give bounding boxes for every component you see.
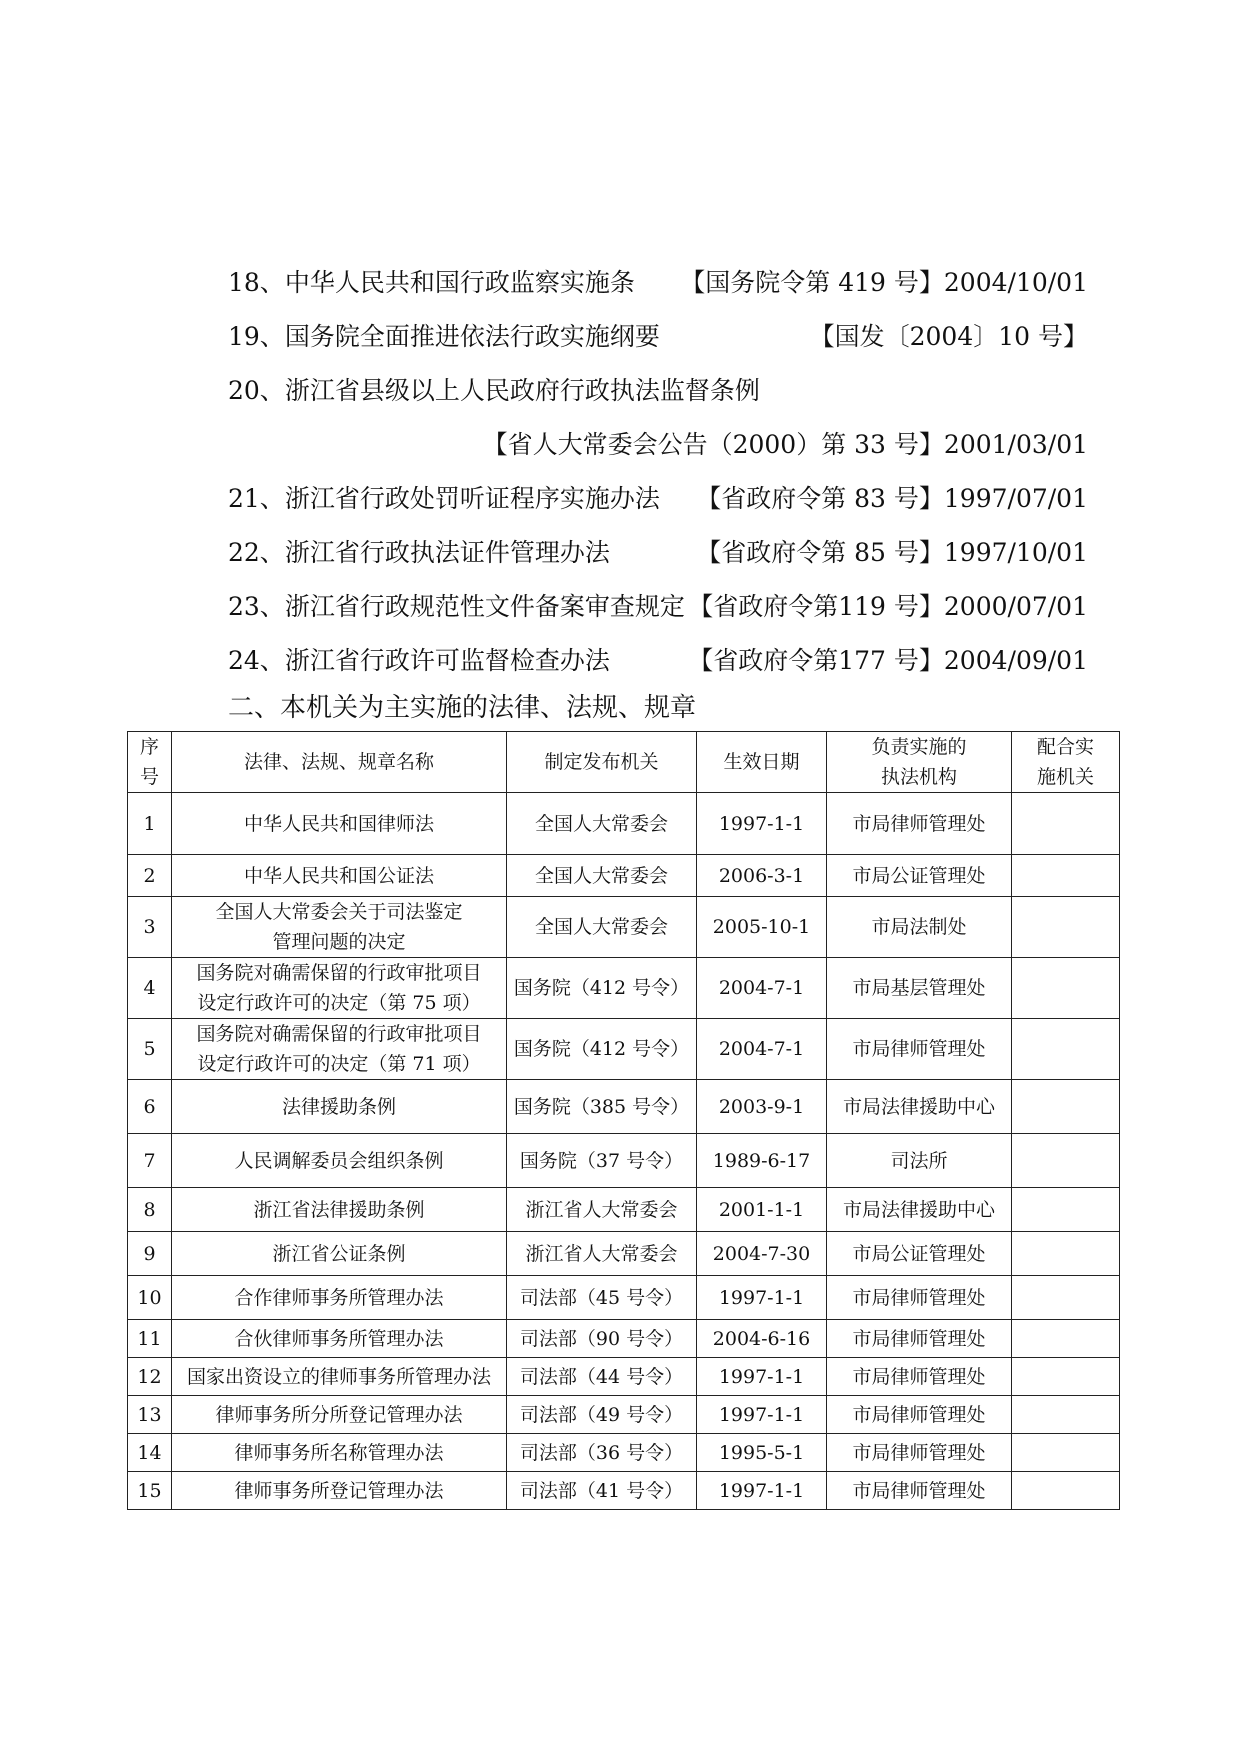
cell-org: 浙江省人大常委会 — [507, 1232, 697, 1276]
cell-date: 2004-7-30 — [697, 1232, 827, 1276]
cell-date: 1997-1-1 — [697, 1276, 827, 1320]
law-item-title: 24、浙江省行政许可监督检查办法 — [228, 646, 610, 675]
cell-coop — [1012, 958, 1120, 1019]
cell-seq: 3 — [128, 897, 172, 958]
cell-date: 2005-10-1 — [697, 897, 827, 958]
cell-org: 国务院（412 号令） — [507, 958, 697, 1019]
cell-seq: 9 — [128, 1232, 172, 1276]
law-item — [228, 634, 1088, 688]
cell-dept: 市局公证管理处 — [827, 855, 1012, 897]
law-item-ref: 【省人大常委会公告（2000）第 33 号】2001/03/01 — [482, 430, 1088, 459]
table-row — [128, 1320, 1120, 1358]
cell-name: 中华人民共和国公证法 — [172, 855, 507, 897]
cell-date: 1997-1-1 — [697, 1358, 827, 1396]
cell-dept: 市局律师管理处 — [827, 793, 1012, 855]
table-row — [128, 1358, 1120, 1396]
cell-name: 法律援助条例 — [172, 1080, 507, 1134]
cell-dept: 司法所 — [827, 1134, 1012, 1188]
law-item-title: 19、国务院全面推进依法行政实施纲要 — [228, 322, 660, 351]
cell-org: 全国人大常委会 — [507, 793, 697, 855]
cell-coop — [1012, 1232, 1120, 1276]
law-item-title: 21、浙江省行政处罚听证程序实施办法 — [228, 484, 660, 513]
cell-seq: 6 — [128, 1080, 172, 1134]
cell-org: 国务院（412 号令） — [507, 1019, 697, 1080]
cell-dept: 市局法律援助中心 — [827, 1188, 1012, 1232]
law-item-ref: 【国务院令第 419 号】2004/10/01 — [680, 268, 1088, 297]
law-item — [228, 580, 1088, 634]
cell-org: 司法部（41 号令） — [507, 1472, 697, 1510]
cell-name: 国务院对确需保留的行政审批项目 设定行政许可的决定（第 71 项） — [172, 1019, 507, 1080]
table-header-row — [128, 732, 1120, 793]
law-item-title: 20、浙江省县级以上人民政府行政执法监督条例 — [228, 376, 760, 405]
cell-org: 司法部（90 号令） — [507, 1320, 697, 1358]
cell-dept: 市局法律援助中心 — [827, 1080, 1012, 1134]
law-item-ref: 【省政府令第177 号】2004/09/01 — [688, 646, 1088, 675]
cell-seq: 13 — [128, 1396, 172, 1434]
law-item-continuation — [228, 418, 1088, 472]
table-row — [128, 1472, 1120, 1510]
cell-dept: 市局律师管理处 — [827, 1019, 1012, 1080]
cell-date: 2004-7-1 — [697, 1019, 827, 1080]
cell-dept: 市局基层管理处 — [827, 958, 1012, 1019]
cell-seq: 15 — [128, 1472, 172, 1510]
cell-date: 2003-9-1 — [697, 1080, 827, 1134]
cell-seq: 2 — [128, 855, 172, 897]
cell-org: 国务院（385 号令） — [507, 1080, 697, 1134]
law-item — [228, 526, 1088, 580]
cell-coop — [1012, 1320, 1120, 1358]
cell-org: 司法部（36 号令） — [507, 1434, 697, 1472]
cell-coop — [1012, 1472, 1120, 1510]
cell-coop — [1012, 793, 1120, 855]
table-row — [128, 1080, 1120, 1134]
table-row — [128, 793, 1120, 855]
cell-org: 司法部（49 号令） — [507, 1396, 697, 1434]
law-item-ref: 【省政府令第119 号】2000/07/01 — [688, 592, 1088, 621]
cell-dept: 市局律师管理处 — [827, 1320, 1012, 1358]
header-dept: 负责实施的 执法机构 — [827, 732, 1012, 793]
cell-name: 全国人大常委会关于司法鉴定 管理问题的决定 — [172, 897, 507, 958]
table-row — [128, 1134, 1120, 1188]
table-row — [128, 1232, 1120, 1276]
header-name: 法律、法规、规章名称 — [172, 732, 507, 793]
law-item-title: 23、浙江省行政规范性文件备案审查规定 — [228, 592, 685, 621]
cell-coop — [1012, 1134, 1120, 1188]
header-seq: 序 号 — [128, 732, 172, 793]
cell-coop — [1012, 1188, 1120, 1232]
cell-seq: 5 — [128, 1019, 172, 1080]
cell-coop — [1012, 855, 1120, 897]
cell-org: 国务院（37 号令） — [507, 1134, 697, 1188]
cell-name: 合作律师事务所管理办法 — [172, 1276, 507, 1320]
cell-org: 司法部（45 号令） — [507, 1276, 697, 1320]
cell-name: 浙江省公证条例 — [172, 1232, 507, 1276]
cell-dept: 市局律师管理处 — [827, 1358, 1012, 1396]
table-row — [128, 1276, 1120, 1320]
cell-seq: 7 — [128, 1134, 172, 1188]
cell-date: 1995-5-1 — [697, 1434, 827, 1472]
table-row — [128, 958, 1120, 1019]
cell-date: 2004-7-1 — [697, 958, 827, 1019]
cell-dept: 市局律师管理处 — [827, 1396, 1012, 1434]
cell-org: 全国人大常委会 — [507, 855, 697, 897]
cell-coop — [1012, 1019, 1120, 1080]
cell-seq: 10 — [128, 1276, 172, 1320]
cell-org: 浙江省人大常委会 — [507, 1188, 697, 1232]
cell-dept: 市局律师管理处 — [827, 1276, 1012, 1320]
table-row — [128, 1019, 1120, 1080]
table-row — [128, 1188, 1120, 1232]
cell-seq: 4 — [128, 958, 172, 1019]
cell-name: 浙江省法律援助条例 — [172, 1188, 507, 1232]
cell-seq: 11 — [128, 1320, 172, 1358]
cell-date: 2001-1-1 — [697, 1188, 827, 1232]
cell-name: 合伙律师事务所管理办法 — [172, 1320, 507, 1358]
cell-dept: 市局律师管理处 — [827, 1472, 1012, 1510]
law-item-title: 18、中华人民共和国行政监察实施条 — [228, 268, 635, 297]
header-coop: 配合实 施机关 — [1012, 732, 1120, 793]
cell-seq: 12 — [128, 1358, 172, 1396]
header-org: 制定发布机关 — [507, 732, 697, 793]
cell-date: 1997-1-1 — [697, 1396, 827, 1434]
cell-date: 1989-6-17 — [697, 1134, 827, 1188]
law-item-ref: 【省政府令第 83 号】1997/07/01 — [696, 484, 1088, 513]
cell-coop — [1012, 1434, 1120, 1472]
cell-dept: 市局法制处 — [827, 897, 1012, 958]
law-item — [228, 364, 1088, 418]
cell-name: 律师事务所分所登记管理办法 — [172, 1396, 507, 1434]
cell-name: 国务院对确需保留的行政审批项目 设定行政许可的决定（第 75 项） — [172, 958, 507, 1019]
cell-name: 律师事务所登记管理办法 — [172, 1472, 507, 1510]
regulations-table — [127, 731, 1120, 1510]
cell-coop — [1012, 1276, 1120, 1320]
cell-name: 律师事务所名称管理办法 — [172, 1434, 507, 1472]
cell-date: 2006-3-1 — [697, 855, 827, 897]
cell-dept: 市局律师管理处 — [827, 1434, 1012, 1472]
cell-date: 1997-1-1 — [697, 1472, 827, 1510]
law-item — [228, 256, 1088, 310]
cell-coop — [1012, 1358, 1120, 1396]
cell-seq: 14 — [128, 1434, 172, 1472]
header-date: 生效日期 — [697, 732, 827, 793]
law-item-ref: 【国发〔2004〕10 号】 — [809, 322, 1088, 351]
cell-date: 2004-6-16 — [697, 1320, 827, 1358]
law-list — [228, 256, 1088, 688]
cell-seq: 1 — [128, 793, 172, 855]
cell-dept: 市局公证管理处 — [827, 1232, 1012, 1276]
cell-coop — [1012, 1080, 1120, 1134]
cell-coop — [1012, 1396, 1120, 1434]
table-row — [128, 1434, 1120, 1472]
cell-seq: 8 — [128, 1188, 172, 1232]
cell-org: 全国人大常委会 — [507, 897, 697, 958]
law-item — [228, 472, 1088, 526]
section-heading: 二、本机关为主实施的法律、法规、规章 — [228, 693, 697, 723]
cell-name: 人民调解委员会组织条例 — [172, 1134, 507, 1188]
cell-date: 1997-1-1 — [697, 793, 827, 855]
cell-coop — [1012, 897, 1120, 958]
law-item-ref: 【省政府令第 85 号】1997/10/01 — [696, 538, 1088, 567]
table-row — [128, 855, 1120, 897]
table-row — [128, 897, 1120, 958]
law-item — [228, 310, 1088, 364]
cell-name: 国家出资设立的律师事务所管理办法 — [172, 1358, 507, 1396]
table-row — [128, 1396, 1120, 1434]
cell-name: 中华人民共和国律师法 — [172, 793, 507, 855]
cell-org: 司法部（44 号令） — [507, 1358, 697, 1396]
law-item-title: 22、浙江省行政执法证件管理办法 — [228, 538, 610, 567]
